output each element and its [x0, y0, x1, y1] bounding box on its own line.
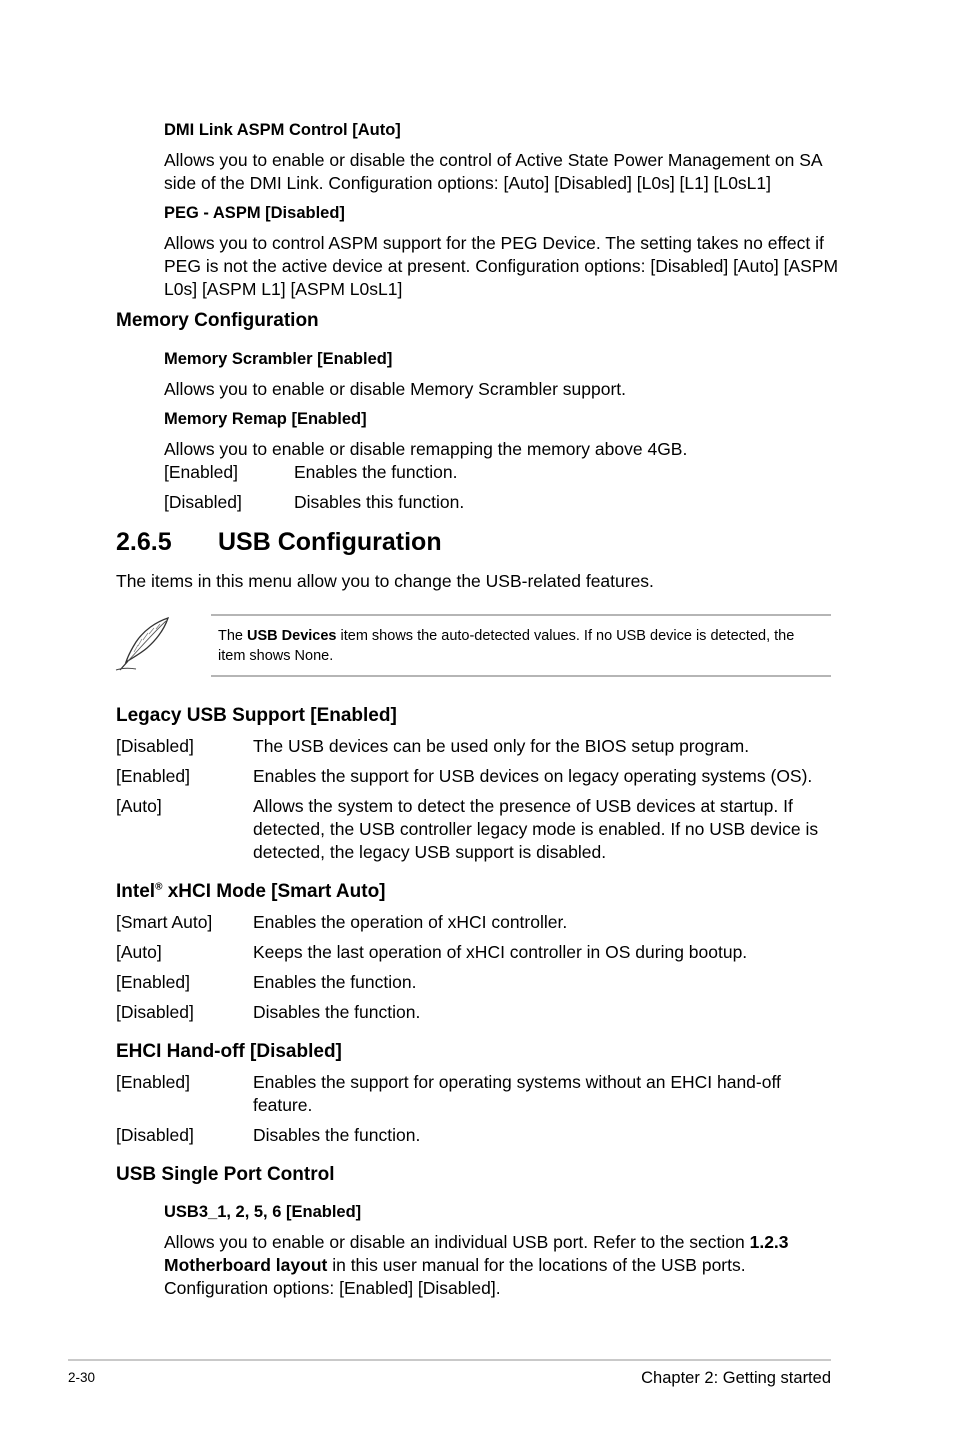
section-number: 2.6.5 [116, 528, 172, 556]
option-key: [Enabled] [116, 972, 190, 992]
usb-port-desc-line1 [164, 1231, 789, 1254]
dmi-aspm-desc-line2: side of the DMI Link. Configuration options: [Auto] [Disabled] [L0s] [L1] [L0sL1] [164, 173, 772, 193]
desc-text: in this user manual for the locations of the USB ports. [327, 1255, 746, 1275]
option-value: Disables this function. [294, 492, 465, 512]
option-value: Enables the function. [294, 462, 458, 482]
option-value-line1: Enables the support for operating systems without an EHCI hand-off [253, 1072, 781, 1092]
registered-mark: ® [155, 881, 163, 893]
option-key: [Enabled] [116, 1072, 190, 1092]
option-value: Keeps the last operation of xHCI controller in OS during bootup. [253, 942, 748, 962]
footer-rule [68, 1359, 831, 1361]
note-rest: item shows the auto-detected values. If no USB device is detected, the [336, 628, 795, 644]
xhci-mode-heading [116, 880, 386, 904]
note-bottom-rule [211, 675, 831, 677]
usb-single-port-heading: USB Single Port Control [116, 1164, 335, 1185]
option-key: [Disabled] [164, 492, 242, 512]
option-value: Enables the operation of xHCI controller. [253, 912, 568, 932]
option-key: [Disabled] [116, 736, 194, 756]
dmi-aspm-title: DMI Link ASPM Control [Auto] [164, 121, 401, 139]
memory-remap-desc: Allows you to enable or disable remapping the memory above 4GB. [164, 439, 688, 459]
note-text-line1 [218, 626, 794, 647]
heading-brand: Intel [116, 881, 156, 902]
option-key: [Disabled] [116, 1002, 194, 1022]
option-key: [Enabled] [164, 462, 238, 482]
chapter-label: Chapter 2: Getting started [641, 1369, 831, 1387]
peg-aspm-desc-line2: PEG is not the active device at present. Configuration options: [Disabled] [Auto] [ASPM [164, 256, 839, 276]
option-value: Disables the function. [253, 1002, 421, 1022]
memory-configuration-heading: Memory Configuration [116, 310, 319, 331]
section-ref: 1.2.3 [749, 1232, 789, 1252]
option-key: [Auto] [116, 942, 162, 962]
memory-scrambler-desc: Allows you to enable or disable Memory Scrambler support. [164, 379, 627, 399]
option-key: [Disabled] [116, 1125, 194, 1145]
note-prefix: The [218, 628, 248, 644]
note-bold-term: USB Devices [247, 628, 337, 644]
dmi-aspm-desc-line1: Allows you to enable or disable the control of Active State Power Management on SA [164, 150, 823, 170]
quill-pen-icon [114, 614, 174, 674]
option-key: [Enabled] [116, 766, 190, 786]
ehci-option-enabled [116, 1071, 836, 1117]
section-intro: The items in this menu allow you to change the USB-related features. [116, 571, 654, 591]
section-title: USB Configuration [218, 528, 442, 556]
ehci-handoff-heading: EHCI Hand-off [Disabled] [116, 1041, 342, 1062]
note-text-line2: item shows None. [218, 648, 334, 664]
usb-port-desc-line2 [164, 1254, 746, 1277]
note-icon [114, 614, 174, 674]
option-value-line3: detected, the legacy USB support is disabled. [253, 842, 607, 862]
note-top-rule [211, 614, 831, 616]
legacy-option-auto [116, 795, 836, 864]
peg-aspm-title: PEG - ASPM [Disabled] [164, 204, 345, 222]
option-value: Disables the function. [253, 1125, 421, 1145]
option-value: The USB devices can be used only for the BIOS setup program. [253, 736, 750, 756]
peg-aspm-desc-line1: Allows you to control ASPM support for the PEG Device. The setting takes no effect if [164, 233, 824, 253]
peg-aspm-desc-line3: L0s] [ASPM L1] [ASPM L0sL1] [164, 279, 403, 299]
memory-remap-title: Memory Remap [Enabled] [164, 410, 367, 428]
page-number: 2-30 [68, 1370, 96, 1385]
option-value: Enables the function. [253, 972, 417, 992]
section-ref-title: Motherboard layout [164, 1255, 328, 1275]
memory-scrambler-title: Memory Scrambler [Enabled] [164, 350, 393, 368]
option-value: Enables the support for USB devices on legacy operating systems (OS). [253, 766, 813, 786]
usb-port-item-title: USB3_1, 2, 5, 6 [Enabled] [164, 1203, 362, 1221]
option-key: [Auto] [116, 796, 162, 816]
legacy-usb-heading: Legacy USB Support [Enabled] [116, 705, 397, 726]
heading-rest: xHCI Mode [Smart Auto] [162, 881, 386, 902]
usb-port-desc-line3: Configuration options: [Enabled] [Disabled]. [164, 1278, 501, 1298]
option-value-line1: Allows the system to detect the presence of USB devices at startup. If [253, 796, 793, 816]
option-value-line2: feature. [253, 1095, 313, 1115]
desc-text: Allows you to enable or disable an individual USB port. Refer to the section [164, 1232, 750, 1252]
option-value-line2: detected, the USB controller legacy mode is enabled. If no USB device is [253, 819, 819, 839]
option-key: [Smart Auto] [116, 912, 213, 932]
